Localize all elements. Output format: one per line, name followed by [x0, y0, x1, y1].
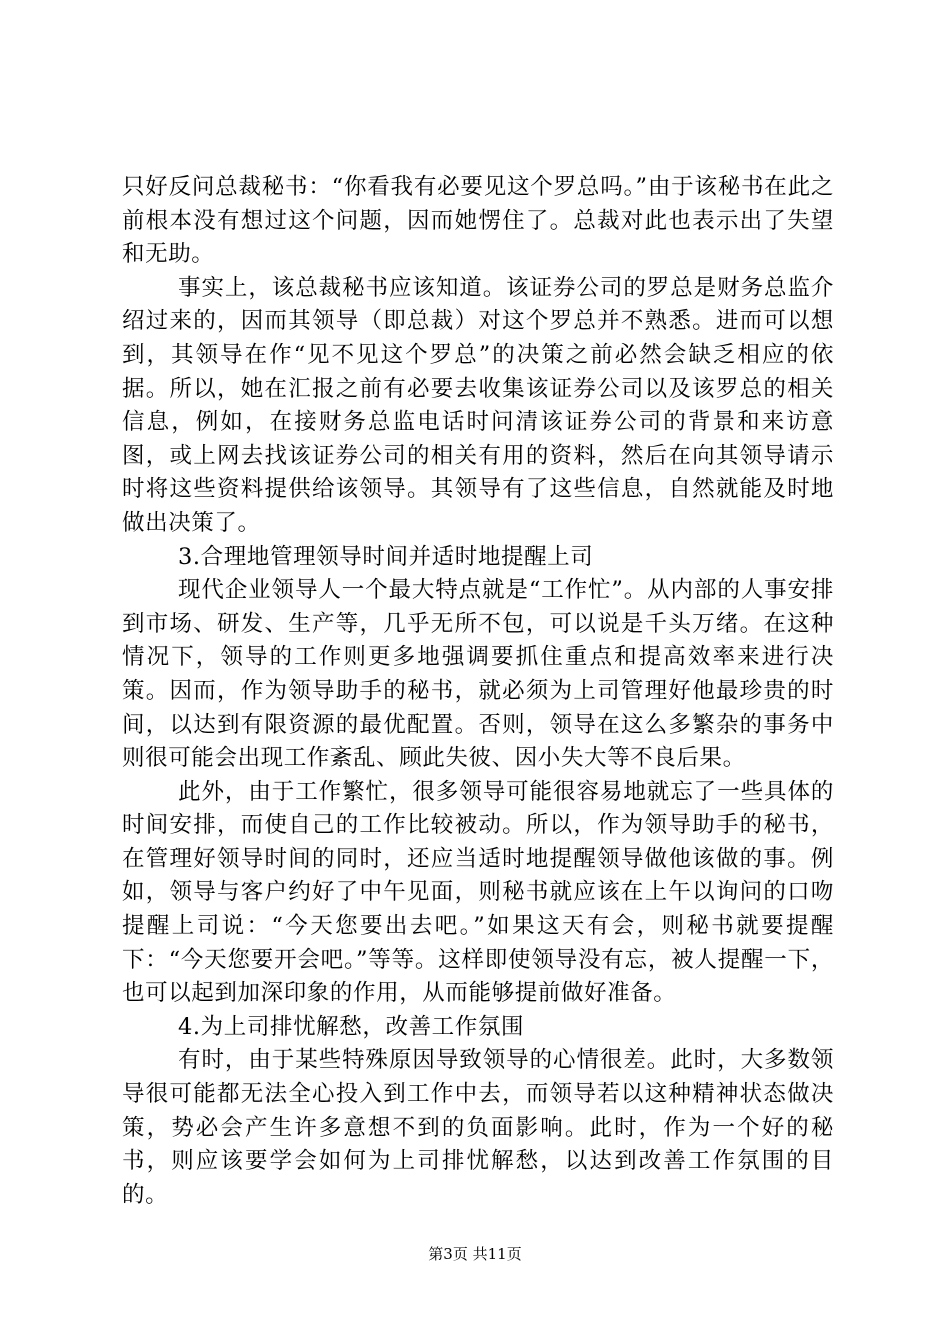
page-footer	[0, 1244, 950, 1264]
section-heading-3: 3.合理地管理领导时间并适时地提醒上司	[178, 543, 594, 570]
page-number: 第3页 共11页	[428, 1245, 522, 1263]
paragraph-5: 有时，由于某些特殊原因导致领导的心情很差。此时，大多数领导很可能都无法全心投入到工作中去，而领导若以这种精神状态做决策，势必会产生许多意想不到的负面影响。此时，作为一个好的秘书，则应该要学会如何为上司排忧解愁，以达到改善工作氛围的目的。	[122, 1047, 834, 1208]
paragraph-2: 事实上，该总裁秘书应该知道。该证券公司的罗总是财务总监介绍过来的，因而其领导（即总裁）对这个罗总并不熟悉。进而可以想到，其领导在作“见不见这个罗总”的决策之前必然会缺乏相应的依据。所以，她在汇报之前有必要去收集该证券公司以及该罗总的相关信息，例如，在接财务总监电话时问清该证券公司的背景和来访意图，或上网去找该证券公司的相关有用的资料，然后在向其领导请示时将这些资料提供给该领导。其领导有了这些信息，自然就能及时地做出决策了。	[122, 274, 834, 536]
section-heading-4: 4.为上司排忧解愁，改善工作氛围	[178, 1013, 525, 1040]
paragraph-3: 现代企业领导人一个最大特点就是“工作忙”。从内部的人事安排到市场、研发、生产等，几乎无所不包，可以说是千头万绪。在这种情况下，领导的工作则更多地强调要抓住重点和提高效率来进行决策。因而，作为领导助手的秘书，就必须为上司管理好他最珍贵的时间，以达到有限资源的最优配置。否则，领导在这么多繁杂的事务中则很可能会出现工作紊乱、顾此失彼、因小失大等不良后果。	[122, 577, 834, 772]
document-body	[122, 171, 834, 1212]
paragraph-4: 此外，由于工作繁忙，很多领导可能很容易地就忘了一些具体的时间安排，而使自己的工作比较被动。所以，作为领导助手的秘书，在管理好领导时间的同时，还应当适时地提醒领导做他该做的事。例如，领导与客户约好了中午见面，则秘书就应该在上午以询问的口吻提醒上司说：“今天您要出去吧。”如果这天有会，则秘书就要提醒下：“今天您要开会吧。”等等。这样即使领导没有忘，被人提醒一下，也可以起到加深印象的作用，从而能够提前做好准备。	[122, 778, 834, 1007]
paragraph-1: 只好反问总裁秘书：“你看我有必要见这个罗总吗。”由于该秘书在此之前根本没有想过这个问题，因而她愣住了。总裁对此也表示出了失望和无助。	[122, 174, 834, 268]
